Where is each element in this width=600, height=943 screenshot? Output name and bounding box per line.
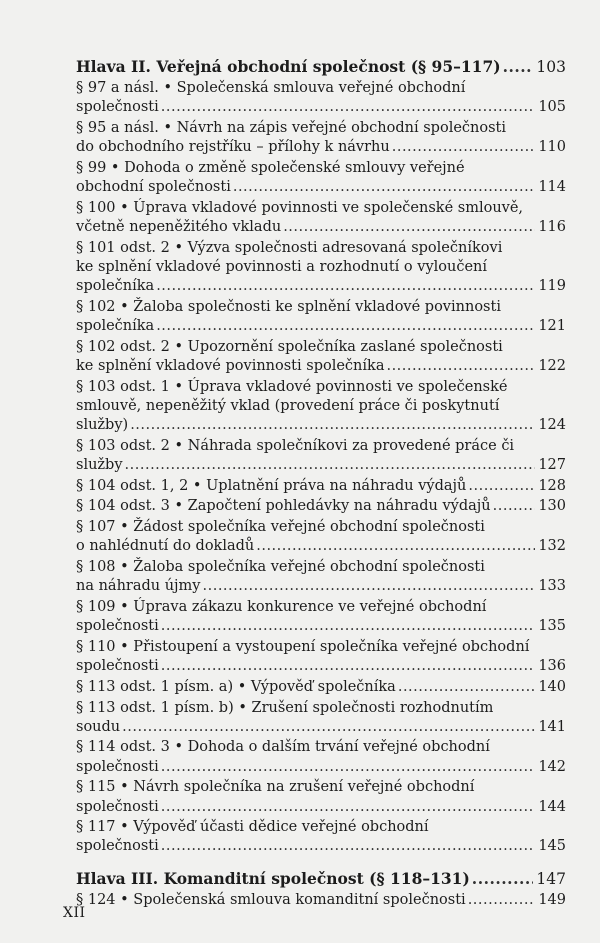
dot-leader (161, 657, 536, 676)
page-number: 135 (538, 618, 566, 635)
toc-entry (76, 378, 566, 436)
toc-entry-text: smlouvě, nepeněžitý vklad (provedení práce či poskytnutí (76, 397, 500, 414)
toc-entry-line (76, 477, 566, 496)
dot-leader (156, 277, 535, 296)
dot-leader (386, 357, 535, 376)
dot-leader (156, 317, 535, 336)
toc-entry-text: § 113 odst. 1 písm. b) • Zrušení společnosti rozhodnutím (76, 699, 494, 716)
toc-entry-line (76, 298, 566, 317)
toc-entry (76, 298, 566, 336)
toc-entry-text: společníka (76, 278, 155, 295)
toc-entry-text: § 109 • Úprava zákazu konkurence ve veřejné obchodní (76, 598, 487, 615)
toc-entry-line (76, 456, 566, 475)
dot-leader (125, 456, 536, 475)
toc-entry-text: § 102 odst. 2 • Upozornění společníka zaslané společnosti (76, 338, 503, 355)
page-folio: XII (63, 905, 86, 921)
page-number: 114 (538, 179, 566, 196)
toc-entry-text: včetně nepeněžitého vkladu (76, 219, 282, 236)
page-number: 147 (536, 870, 566, 889)
toc-entry-line (76, 218, 566, 237)
toc-entry-line (76, 98, 566, 117)
toc-entry-text: § 99 • Dohoda o změně společenské smlouvy veřejné (76, 160, 465, 177)
toc-entry-text: Hlava II. Veřejná obchodní společnost (§ 95–117) (76, 57, 501, 76)
toc-entry-line (76, 416, 566, 435)
toc-entry-text: ke splnění vkladové povinnosti společníka (76, 358, 385, 375)
toc-entry-line (76, 258, 566, 277)
toc-entry-text: společnosti (76, 658, 159, 675)
page-number: 149 (538, 892, 566, 909)
dot-leader (203, 577, 536, 596)
toc-entry-line (76, 178, 566, 197)
toc-entry-line (76, 758, 566, 777)
toc-entry-line (76, 617, 566, 636)
dot-leader (130, 416, 535, 435)
dot-leader (122, 718, 535, 737)
section-gap (76, 858, 566, 869)
toc-chapter-heading (76, 57, 566, 77)
toc-entry-line (76, 397, 566, 416)
toc-entry (76, 477, 566, 496)
toc-entry-line (76, 357, 566, 376)
dot-leader (161, 98, 536, 117)
dot-leader (493, 497, 536, 516)
toc-entry-line (76, 558, 566, 577)
toc-entry-text: § 124 • Společenská smlouva komanditní společnosti (76, 892, 466, 909)
toc-entry-line (76, 657, 566, 676)
toc-entry-line (76, 738, 566, 757)
page-number: 110 (538, 139, 566, 156)
toc-entry-line (76, 277, 566, 296)
toc-entry-line (76, 199, 566, 218)
toc-entry-line (76, 718, 566, 737)
toc-entry (76, 199, 566, 237)
page-number: 144 (538, 798, 566, 815)
toc-entry-text: obchodní společnosti (76, 179, 231, 196)
toc-entry (76, 598, 566, 636)
toc-entry-text: § 104 odst. 3 • Započtení pohledávky na náhradu výdajů (76, 498, 491, 515)
page-number: 133 (538, 578, 566, 595)
page-number: 121 (538, 318, 566, 335)
page-number: 132 (538, 538, 566, 555)
toc-entry-line (76, 317, 566, 336)
toc-entry-text: § 103 odst. 2 • Náhrada společníkovi za provedené práce či (76, 437, 515, 454)
toc-entry-text: společnosti (76, 838, 159, 855)
toc-entry (76, 738, 566, 776)
toc-entry (76, 437, 566, 475)
toc-entry-text: společnosti (76, 618, 159, 635)
toc-entry (76, 497, 566, 516)
toc-entry-line (76, 577, 566, 596)
toc-entry-text: soudu (76, 718, 121, 735)
toc-entry (76, 159, 566, 197)
toc-entry (76, 699, 566, 737)
toc-entry-text: společnosti (76, 99, 159, 116)
toc-entry (76, 119, 566, 157)
toc-entry-line (76, 869, 566, 889)
page-number: 116 (538, 219, 566, 236)
toc-entry-line (76, 378, 566, 397)
dot-leader (468, 477, 535, 496)
toc-entry-text: služby) (76, 417, 129, 434)
toc-entry-line (76, 699, 566, 718)
page-number: 124 (538, 417, 566, 434)
toc-entry (76, 678, 566, 697)
toc-entry-line (76, 119, 566, 138)
toc-entry-line (76, 57, 566, 77)
page-number: 128 (538, 477, 566, 494)
dot-leader (256, 537, 535, 556)
dot-leader (468, 891, 536, 910)
page-number: 136 (538, 658, 566, 675)
page-number: 145 (538, 838, 566, 855)
dot-leader (472, 869, 534, 888)
toc-entry-text: ke splnění vkladové povinnosti a rozhodnutí o vyloučení (76, 259, 488, 276)
toc-entry-line (76, 518, 566, 537)
toc-entry-line (76, 638, 566, 657)
toc-entry-text: § 97 a násl. • Společenská smlouva veřejné obchodní (76, 80, 466, 97)
toc-entry-line (76, 818, 566, 837)
toc-entry-line (76, 138, 566, 157)
dot-leader (161, 798, 536, 817)
toc-entry-text: § 108 • Žaloba společníka veřejné obchodní společnosti (76, 559, 485, 576)
page-number: 141 (538, 718, 566, 735)
toc-entry-text: služby (76, 457, 123, 474)
toc-entry (76, 891, 566, 910)
toc-entry-text: o nahlédnutí do dokladů (76, 538, 255, 555)
toc-entry-text: § 115 • Návrh společníka na zrušení veřejné obchodní (76, 779, 475, 796)
dot-leader (161, 837, 536, 856)
toc-entry (76, 338, 566, 376)
toc-entry (76, 239, 566, 297)
dot-leader (503, 57, 534, 76)
toc-entry (76, 818, 566, 856)
dot-leader (398, 678, 535, 697)
toc-entry-line (76, 598, 566, 617)
toc-entry-text: společnosti (76, 758, 159, 775)
toc-entry (76, 558, 566, 596)
toc-entry-text: společníka (76, 318, 155, 335)
page-number: 122 (538, 358, 566, 375)
toc-entry-line (76, 79, 566, 98)
toc-entry-text: § 110 • Přistoupení a vystoupení společníka veřejné obchodní (76, 638, 530, 655)
toc-entry-line (76, 778, 566, 797)
toc-entry (76, 518, 566, 556)
table-of-contents (76, 57, 566, 912)
toc-entry-text: § 102 • Žaloba společnosti ke splnění vkladové povinnosti (76, 298, 501, 315)
page-number: 140 (538, 678, 566, 695)
toc-entry-line (76, 239, 566, 258)
toc-entry (76, 638, 566, 676)
toc-entry-line (76, 537, 566, 556)
toc-entry-text: § 107 • Žádost společníka veřejné obchodní společnosti (76, 519, 485, 536)
page-number: 142 (538, 758, 566, 775)
dot-leader (161, 617, 536, 636)
toc-entry-line (76, 891, 566, 910)
page-number: 127 (538, 457, 566, 474)
toc-entry-text: § 104 odst. 1, 2 • Uplatnění práva na náhradu výdajů (76, 477, 467, 494)
dot-leader (161, 758, 536, 777)
toc-chapter-heading (76, 869, 566, 889)
page-number: 130 (538, 498, 566, 515)
dot-leader (283, 218, 535, 237)
toc-entry-text: § 95 a násl. • Návrh na zápis veřejné obchodní společnosti (76, 120, 507, 137)
dot-leader (233, 178, 535, 197)
toc-entry-line (76, 338, 566, 357)
toc-entry (76, 778, 566, 816)
page-number: 103 (536, 58, 566, 76)
toc-entry (76, 79, 566, 117)
toc-entry-text: § 100 • Úprava vkladové povinnosti ve společenské smlouvě, (76, 199, 524, 216)
page-number: 105 (538, 99, 566, 116)
toc-entry-text: § 113 odst. 1 písm. a) • Výpověď společníka (76, 678, 396, 695)
page-number: 119 (538, 278, 566, 295)
toc-entry-line (76, 437, 566, 456)
toc-entry-line (76, 159, 566, 178)
dot-leader (392, 138, 536, 157)
toc-entry-line (76, 497, 566, 516)
toc-entry-text: Hlava III. Komanditní společnost (§ 118–131) (76, 869, 470, 889)
toc-entry-text: § 101 odst. 2 • Výzva společnosti adresovaná společníkovi (76, 239, 503, 256)
toc-entry-text: na náhradu újmy (76, 578, 201, 595)
toc-entry-line (76, 837, 566, 856)
toc-entry-text: společnosti (76, 798, 159, 815)
toc-entry-text: § 117 • Výpověď účasti dědice veřejné obchodní (76, 819, 429, 836)
toc-entry-text: do obchodního rejstříku – přílohy k návrhu (76, 139, 390, 156)
toc-entry-line (76, 678, 566, 697)
toc-entry-line (76, 798, 566, 817)
toc-entry-text: § 114 odst. 3 • Dohoda o dalším trvání veřejné obchodní (76, 739, 490, 756)
toc-entry-text: § 103 odst. 1 • Úprava vkladové povinnosti ve společenské (76, 378, 508, 395)
